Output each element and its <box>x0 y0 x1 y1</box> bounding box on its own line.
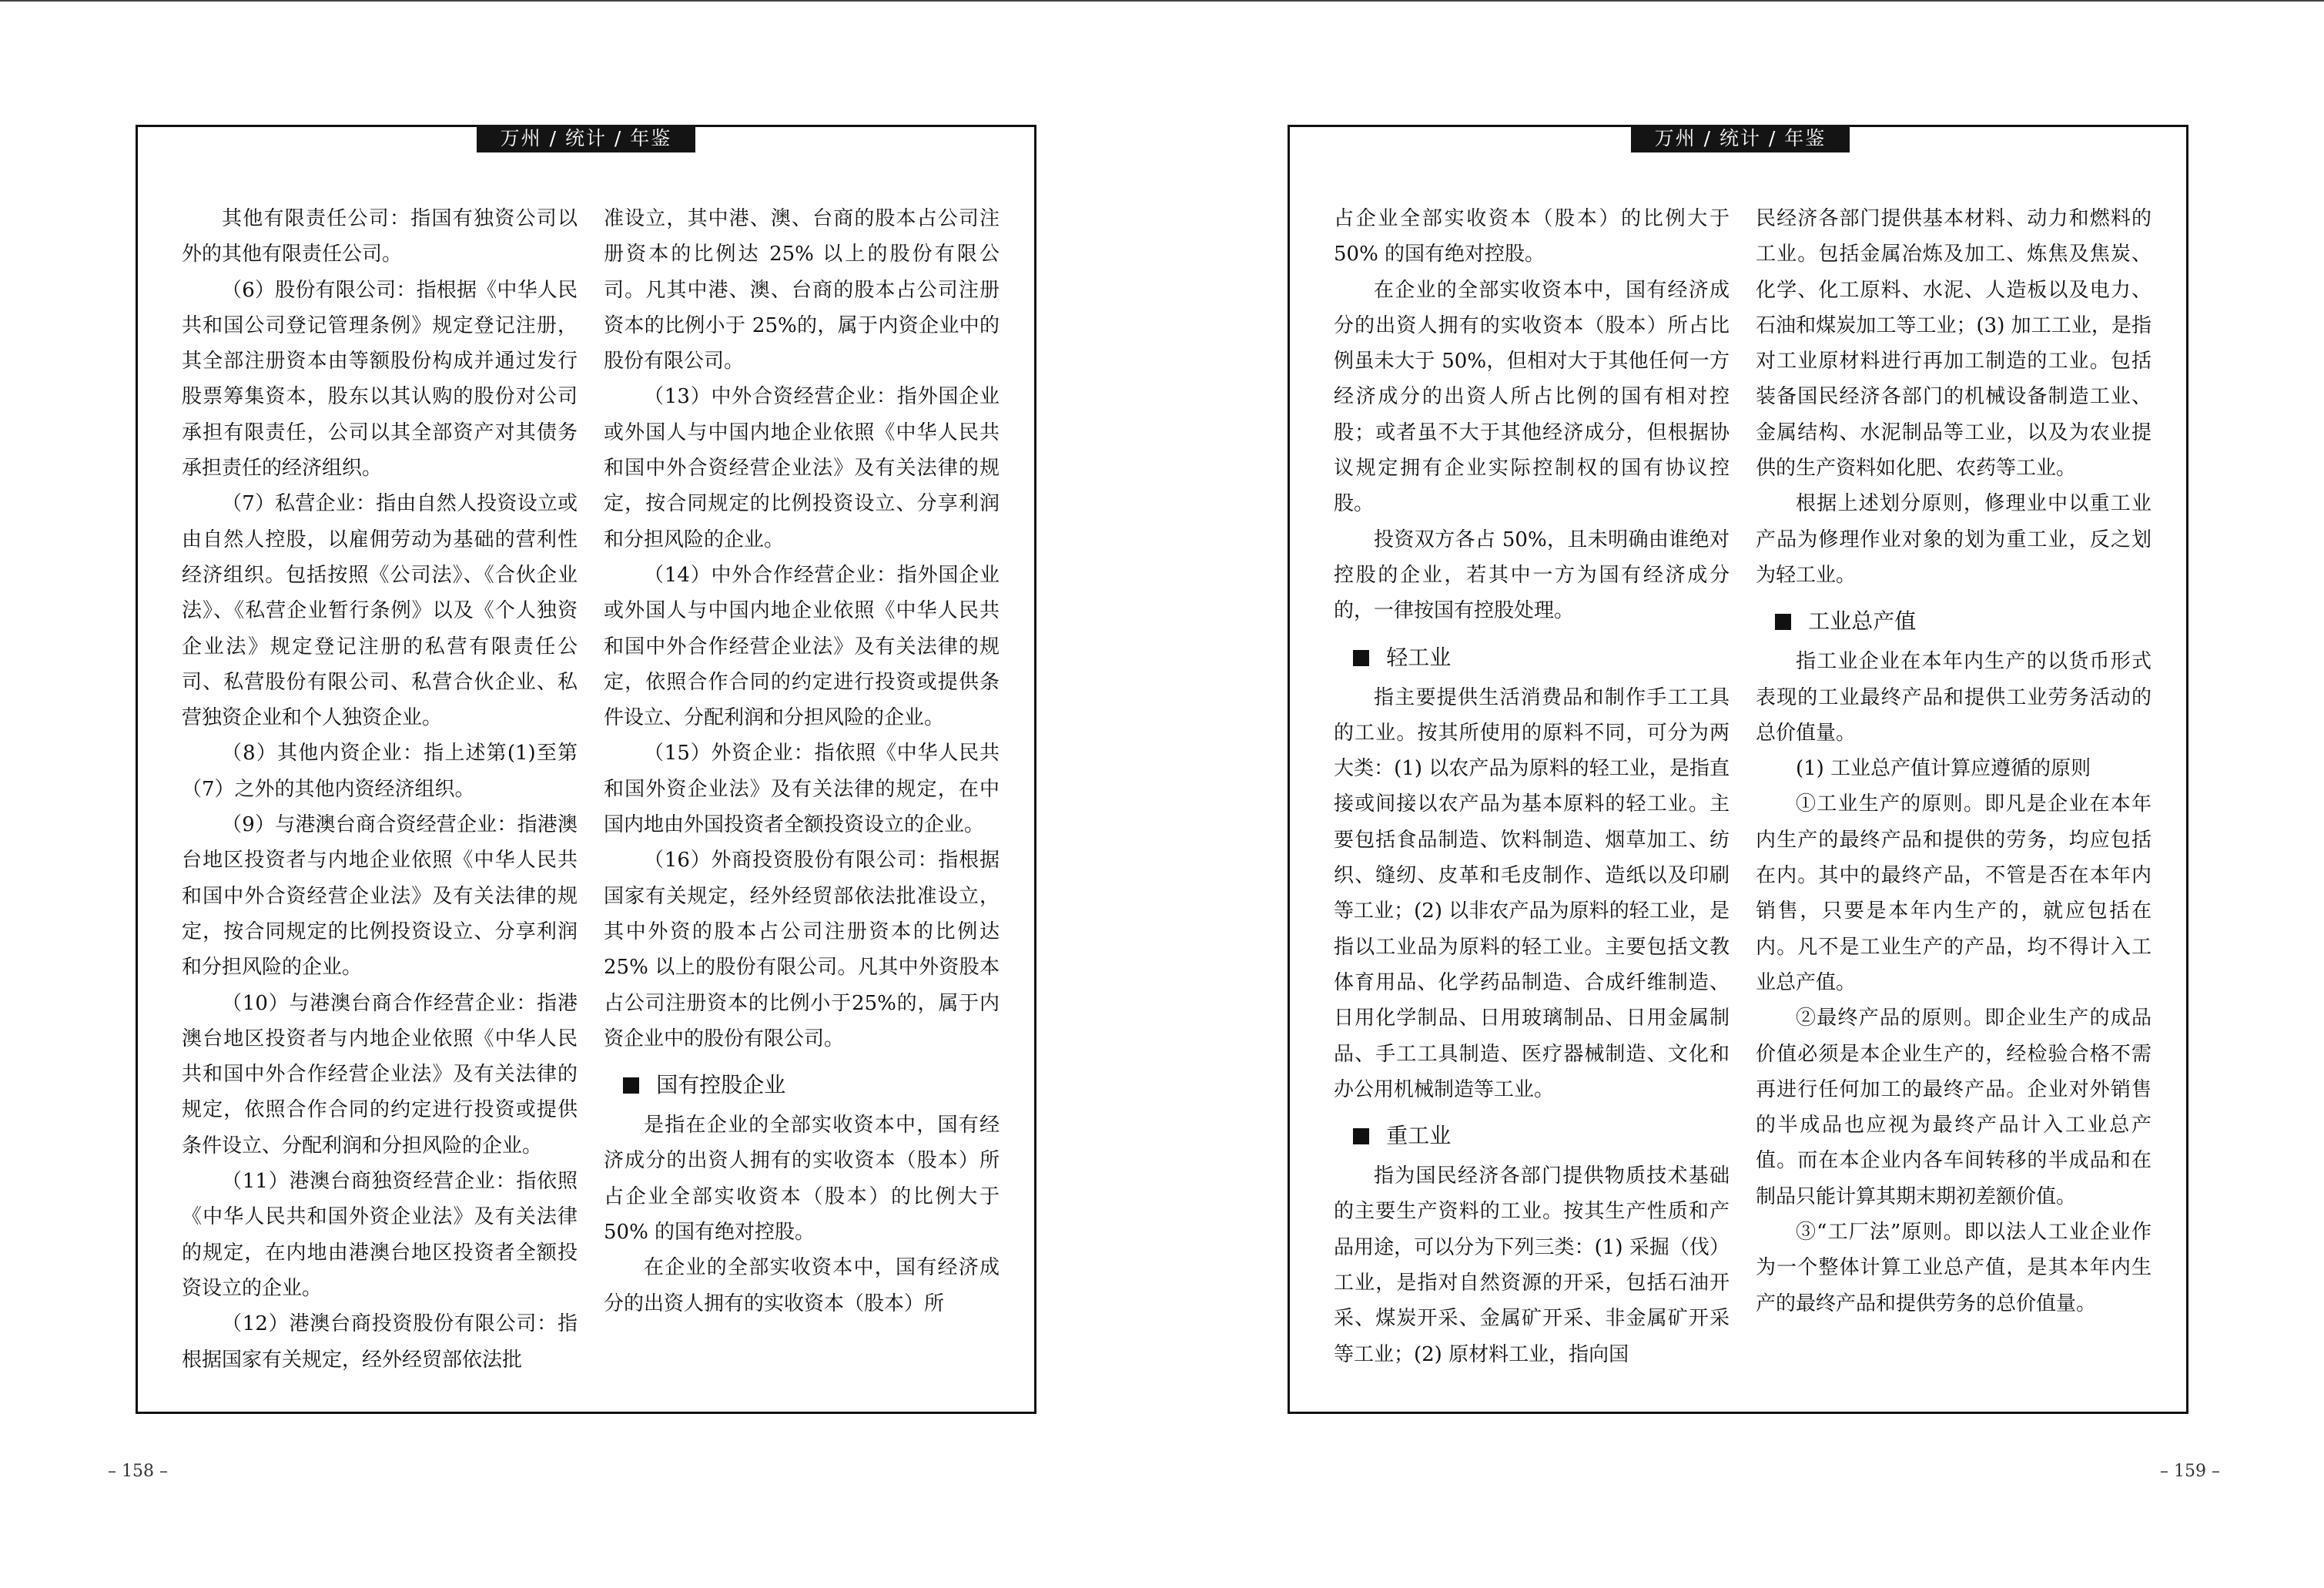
paragraph: 根据上述划分原则，修理业中以重工业产品为修理作业对象的划为重工业，反之划为轻工业。 <box>1756 492 2152 587</box>
right-page-column-1 <box>1334 201 1730 1372</box>
paragraph: ②最终产品的原则。即企业生产的成品价值必须是本企业生产的，经检验合格不需再进行任何加工的最终产品。企业对外销售的半成品也应视为最终产品计入工业总产值。而在本企业内各车间转移的半成品和在制品只能计算其期末期初差额价值。 <box>1756 1007 2152 1208</box>
sub-heading: (1) 工业总产值计算应遵循的原则 <box>1796 757 2091 781</box>
paragraph: 指工业企业在本年内生产的以货币形式表现的工业最终产品和提供工业劳务活动的总价值量。 <box>1756 650 2152 745</box>
left-page-column-2 <box>604 201 1000 1322</box>
section-heading <box>1334 640 1730 675</box>
paragraph: （16）外商投资股份有限公司：指根据国家有关规定，经外经贸部依法批准设立，其中外资的股本占公司注册资本的比例达 25% 以上的股份有限公司。凡其中外资股本占公司注册资本的比例小于25%的，属于内资企业中的股份有限公司。 <box>604 849 1000 1050</box>
black-square-bullet-icon <box>1775 614 1791 630</box>
section-heading-text: 重工业 <box>1386 1123 1452 1149</box>
paragraph: 是指在企业的全部实收资本中，国有经济成分的出资人拥有的实收资本（股本）所占企业全部实收资本（股本）的比例大于 50% 的国有绝对控股。 <box>604 1114 1000 1245</box>
top-border-line <box>0 0 2324 2</box>
paragraph: 指主要提供生活消费品和制作手工工具的工业。按其所使用的原料不同，可分为两大类：(1) 以农产品为原料的轻工业，是指直接或间接以农产品为基本原料的轻工业。主要包括食品制造、饮料制造、烟草加工、纺织、缝纫、皮革和毛皮制作、造纸以及印刷等工业；(2) 以非农产品为原料的轻工业，是指以工业品为原料的轻工业。主要包括文教体育用品、化学药品制造、合成纤维制造、日用化学制品、日用玻璃制品、日用金属制品、手工工具制造、医疗器械制造、文化和办公用机械制造等工业。 <box>1334 685 1730 1101</box>
black-square-bullet-icon <box>1353 650 1369 666</box>
section-heading <box>604 1067 1000 1103</box>
running-header-left: 万州 / 统计 / 年鉴 <box>477 125 695 152</box>
page-number-right: – 159 – <box>2160 1462 2220 1481</box>
section-heading-text: 工业总产值 <box>1808 608 1917 635</box>
paragraph: （9）与港澳台商合资经营企业：指港澳台地区投资者与内地企业依照《中华人民共和国中外合资经营企业法》及有关法律的规定，按合同规定的比例投资设立、分享利润和分担风险的企业。 <box>182 813 578 980</box>
paragraph: 在企业的全部实收资本中，国有经济成分的出资人拥有的实收资本（股本）所占比例虽未大于 50%，但相对大于其他任何一方经济成分的出资人所占比例的国有相对控股；或者虽不大于其他经济成分，但根据协议规定拥有企业实际控制权的国有协议控股。 <box>1334 278 1730 516</box>
paragraph: （13）中外合资经营企业：指外国企业或外国人与中国内地企业依照《中华人民共和国中外合资经营企业法》及有关法律的规定，按合同规定的比例投资设立、分享利润和分担风险的企业。 <box>604 385 1000 551</box>
paragraph: （14）中外合作经营企业：指外国企业或外国人与中国内地企业依照《中华人民共和国中外合作经营企业法》及有关法律的规定，依照合作合同的约定进行投资或提供条件设立、分配利润和分担风险的企业。 <box>604 563 1000 730</box>
black-square-bullet-icon <box>1353 1128 1369 1144</box>
section-heading-text: 轻工业 <box>1386 644 1452 670</box>
page-number-left: – 158 – <box>108 1462 168 1481</box>
left-page-column-1 <box>182 201 578 1378</box>
paragraph: （12）港澳台商投资股份有限公司：指根据国家有关规定，经外经贸部依法批 <box>182 1312 578 1372</box>
black-square-bullet-icon <box>623 1077 639 1094</box>
running-header-right: 万州 / 统计 / 年鉴 <box>1631 125 1850 152</box>
paragraph: ③“工厂法”原则。即以法人工业企业作为一个整体计算工业总产值，是其本年内生产的最终产品和提供劳务的总价值量。 <box>1756 1221 2152 1315</box>
paragraph-continued: 民经济各部门提供基本材料、动力和燃料的工业。包括金属冶炼及加工、炼焦及焦炭、化学、化工原料、水泥、人造板以及电力、石油和煤炭加工等工业；(3) 加工工业，是指对工业原材料进行再加工制造的工业。包括装备国民经济各部门的机械设备制造工业、金属结构、水泥制品等工业，以及为农业提供的生产资料如化肥、农药等工业。 <box>1756 207 2152 481</box>
paragraph: 其他有限责任公司：指国有独资公司以外的其他有限责任公司。 <box>182 207 578 266</box>
paragraph: （10）与港澳台商合作经营企业：指港澳台地区投资者与内地企业依照《中华人民共和国中外合作经营企业法》及有关法律的规定，依照合作合同的约定进行投资或提供条件设立、分配利润和分担风险的企业。 <box>182 991 578 1157</box>
paragraph: ①工业生产的原则。即凡是企业在本年内生产的最终产品和提供的劳务，均应包括在内。其中的最终产品，不管是否在本年内销售，只要是本年内生产的，就应包括在内。凡不是工业生产的产品，均不得计入工业总产值。 <box>1756 792 2152 994</box>
paragraph-continued: 占企业全部实收资本（股本）的比例大于 50% 的国有绝对控股。 <box>1334 207 1730 266</box>
left-page-frame <box>136 125 1036 1414</box>
section-heading-text: 国有控股企业 <box>656 1072 786 1098</box>
paragraph: （15）外资企业：指依照《中华人民共和国外资企业法》及有关法律的规定，在中国内地由外国投资者全额投资设立的企业。 <box>604 742 1000 837</box>
paragraph: （6）股份有限公司：指根据《中华人民共和国公司登记管理条例》规定登记注册，其全部注册资本由等额股份构成并通过发行股票筹集资本，股东以其认购的股份对公司承担有限责任，公司以其全部资产对其债务承担责任的经济组织。 <box>182 278 578 481</box>
paragraph: 在企业的全部实收资本中，国有经济成分的出资人拥有的实收资本（股本）所 <box>604 1256 1000 1315</box>
paragraph: （7）私营企业：指由自然人投资设立或由自然人控股，以雇佣劳动为基础的营利性经济组织。包括按照《公司法》、《合伙企业法》、《私营企业暂行条例》以及《个人独资企业法》规定登记注册的私营有限责任公司、私营股份有限公司、私营合伙企业、私营独资企业和个人独资企业。 <box>182 492 578 730</box>
paragraph: （8）其他内资企业：指上述第(1)至第（7）之外的其他内资经济组织。 <box>182 742 578 801</box>
paragraph: （11）港澳台商独资经营企业：指依照《中华人民共和国外资企业法》及有关法律的规定，在内地由港澳台地区投资者全额投资设立的企业。 <box>182 1170 578 1300</box>
right-page-frame <box>1288 125 2188 1414</box>
section-heading <box>1756 604 2152 639</box>
paragraph: 指为国民经济各部门提供物质技术基础的主要生产资料的工业。按其生产性质和产品用途，可以分为下列三类：(1) 采掘（伐）工业，是指对自然资源的开采，包括石油开采、煤炭开采、金属矿开采、非金属矿开采等工业；(2) 原材料工业，指向国 <box>1334 1164 1730 1366</box>
paragraph: 投资双方各占 50%，且未明确由谁绝对控股的企业，若其中一方为国有经济成分的，一律按国有控股处理。 <box>1334 528 1730 623</box>
right-page-column-2 <box>1756 201 2152 1322</box>
section-heading <box>1334 1118 1730 1154</box>
paragraph-continued: 准设立，其中港、澳、台商的股本占公司注册资本的比例达 25% 以上的股份有限公司。凡其中港、澳、台商的股本占公司注册资本的比例小于 25%的，属于内资企业中的股份有限公司。 <box>604 207 1000 374</box>
